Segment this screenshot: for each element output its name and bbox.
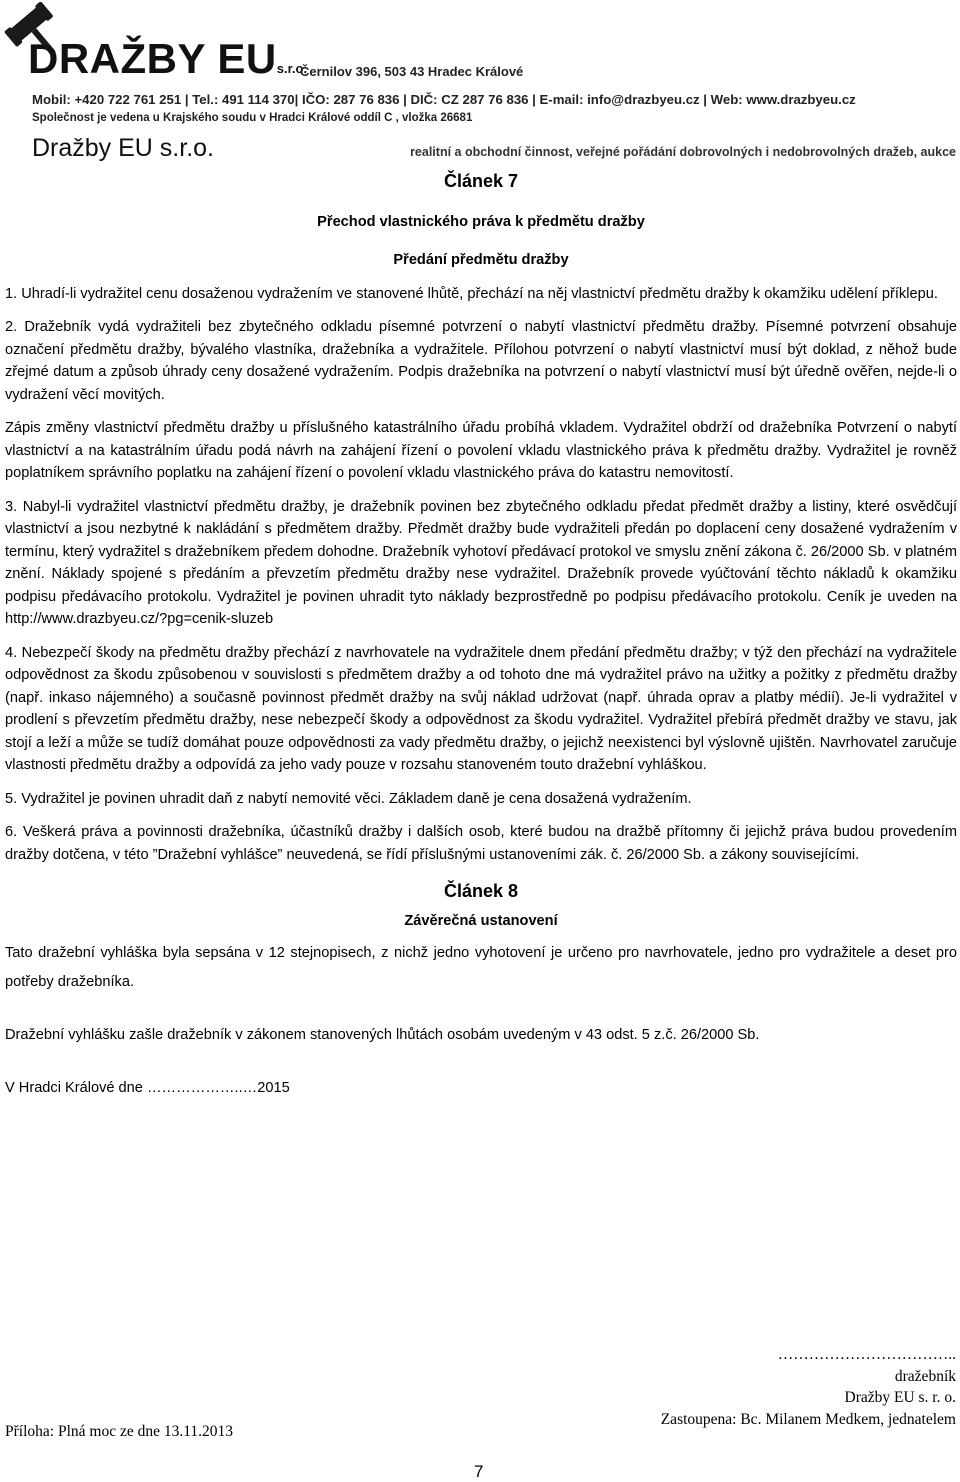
attachment-note: Příloha: Plná moc ze dne 13.11.2013 <box>5 1423 234 1440</box>
document-body <box>5 168 957 1099</box>
paragraph-6: 6. Veškerá práva a povinnosti dražebníka, účastníků dražby i dalších osob, které budou na dražbě přítomny či jejichž práva budou provedením dražby dotčena, v této ”Dražební vyhlášce” neuvedená, se řídí příslušnými ustanoveními zák. č. 26/2000 Sb. a zákony souvisejícími. <box>5 824 957 863</box>
signature-company: Dražby EU s. r. o. <box>844 1389 956 1406</box>
paragraph-1: 1. Uhradí-li vydražitel cenu dosaženou vydražením ve stanovené lhůtě, přechází na něj vlastnictví předmětu dražby k okamžiku udělení příklepu. <box>5 285 938 302</box>
signature-line: …………………………….. <box>777 1346 956 1363</box>
paragraph-final-2: Dražební vyhlášku zašle dražebník v zákonem stanovených lhůtách osobám uvedeným v 43 odst. 5 z.č. 26/2000 Sb. <box>5 1027 760 1043</box>
paragraph-2: 2. Dražebník vydá vydražiteli bez zbytečného odkladu písemné potvrzení o nabytí vlastnictví předmětu dražby. Písemné potvrzení obsahuje označení předmětu dražby, bývalého vlastníka, dražebníka a vydražitele. Přílohou potvrzení o nabytí vlastnictví musí být doklad, z něhož bude zřejmé datum a způsob úhrady ceny dosažené vydražením. Podpis dražebníka na potvrzení o nabytí vlastnictví musí být úředně ověřen, nejde-li o vydražení věcí movitých. <box>5 319 957 403</box>
paragraph-5: 5. Vydražitel je povinen uhradit daň z nabytí nemovité věci. Základem daně je cena dosažená vydražením. <box>5 790 692 807</box>
registry-line: Společnost je vedena u Krajského soudu v Hradci Králové oddíl C , vložka 26681 <box>32 112 473 124</box>
brand-logo-text: DRAŽBY EUs.r.o. <box>28 35 308 82</box>
company-name: Dražby EU s.r.o. <box>32 134 214 162</box>
paragraph-3: 3. Nabyl-li vydražitel vlastnictví předmětu dražby, je dražebník povinen bez zbytečného odkladu předat předmět dražby a listiny, které osvědčují vlastnictví a jsou nezbytné k nakládání s předmětem dražby. Předmět dražby bude vydražiteli předán po doplacení ceny dosažené vydražením v termínu, který vydražitel s dražebníkem předem dohodne. Dražebník vyhotoví předávací protokol ve smyslu znění zákona č. 26/2000 Sb. v platném znění. Náklady spojené s předáním a převzetím předmětu dražby nese vydražitel. Dražebník provede vyúčtování těchto nákladů k okamžiku podpisu předávacího protokolu. Vydražitel je povinen uhradit tyto náklady bezprostředně po podpisu předávacího protokolu. Ceník je uveden na http://www.drazbyeu.cz/?pg=cenik-sluzeb <box>5 498 957 627</box>
paragraph-4: 4. Nebezpečí škody na předmětu dražby přechází z navrhovatele na vydražitele dnem předání předmětu dražby; v týž den přechází na vydražitele odpovědnost za škodu způsobenou v souvislosti s předmětem dražby a od tohoto dne má vydražitel právo na užitky a požitky z předmětu dražby (např. inkaso nájemného) a současně povinnost předmět dražby na svůj náklad udržovat (např. úhrada oprav a platby médií). Je-li vydražitel v prodlení s převzetím předmětu dražby, nese nebezpečí škody a odpovědnost za škodu vydražitel. Vydražitel přebírá předmět dražby ve stavu, jak stojí a leží a může se tudíž domáhat pouze odpovědnosti za vady předmětu dražby, o jejichž neexistenci byl výslovně ujištěn. Navrhovatel zaručuje vlastnosti předmětu dražby a odpovídá za jeho vady pouze v rozsahu stanoveném touto dražební vyhláškou. <box>5 644 957 773</box>
company-activity: realitní a obchodní činnost, veřejné pořádání dobrovolných i nedobrovolných dražeb, aukce <box>410 145 956 159</box>
paragraph-2b: Zápis změny vlastnictví předmětu dražby u příslušného katastrálního úřadu probíhá vkladem. Vydražitel obdrží od dražebníka Potvrzení o nabytí vlastnictví a na katastrálním úřadu podá návrh na zahájení řízení o povolení vkladu vlastnického práva k předmětu dražby. Vydražitel je rovněž poplatníkem správního poplatku na zahájení řízení o povolení vkladu vlastnického práva do katastru nemovitostí. <box>5 420 957 481</box>
article-8-subtitle: Závěrečná ustanovení <box>404 912 558 929</box>
article-7-subtitle: Přechod vlastnického práva k předmětu dražby <box>317 213 645 230</box>
signature-role: dražebník <box>894 1367 956 1385</box>
article-8-title: Článek 8 <box>443 881 519 901</box>
place-and-date: V Hradci Králové dne ………………..…2015 <box>5 1079 290 1096</box>
signature-representative: Zastoupena: Bc. Milanem Medkem, jednatelem <box>660 1410 956 1428</box>
paragraph-final-1: Tato dražební vyhláška byla sepsána v 12 stejnopisech, z nichž jedno vyhotovení je určeno pro navrhovatele, jedno pro vydražitele a deset pro potřeby dražebníka. <box>5 945 957 990</box>
signature-block <box>661 1344 956 1430</box>
contact-line: Mobil: +420 722 761 251 | Tel.: 491 114 370| IČO: 287 76 836 | DIČ: CZ 287 76 836 | E-mail: info@drazbyeu.cz | Web: www.drazbyeu.cz <box>32 92 856 107</box>
article-7-title: Článek 7 <box>443 171 519 191</box>
company-address: Černilov 396, 503 43 Hradec Králové <box>300 64 524 79</box>
page-number: 7 <box>474 1462 484 1481</box>
letterhead <box>0 0 960 165</box>
article-7-section: Předání předmětu dražby <box>393 252 569 268</box>
